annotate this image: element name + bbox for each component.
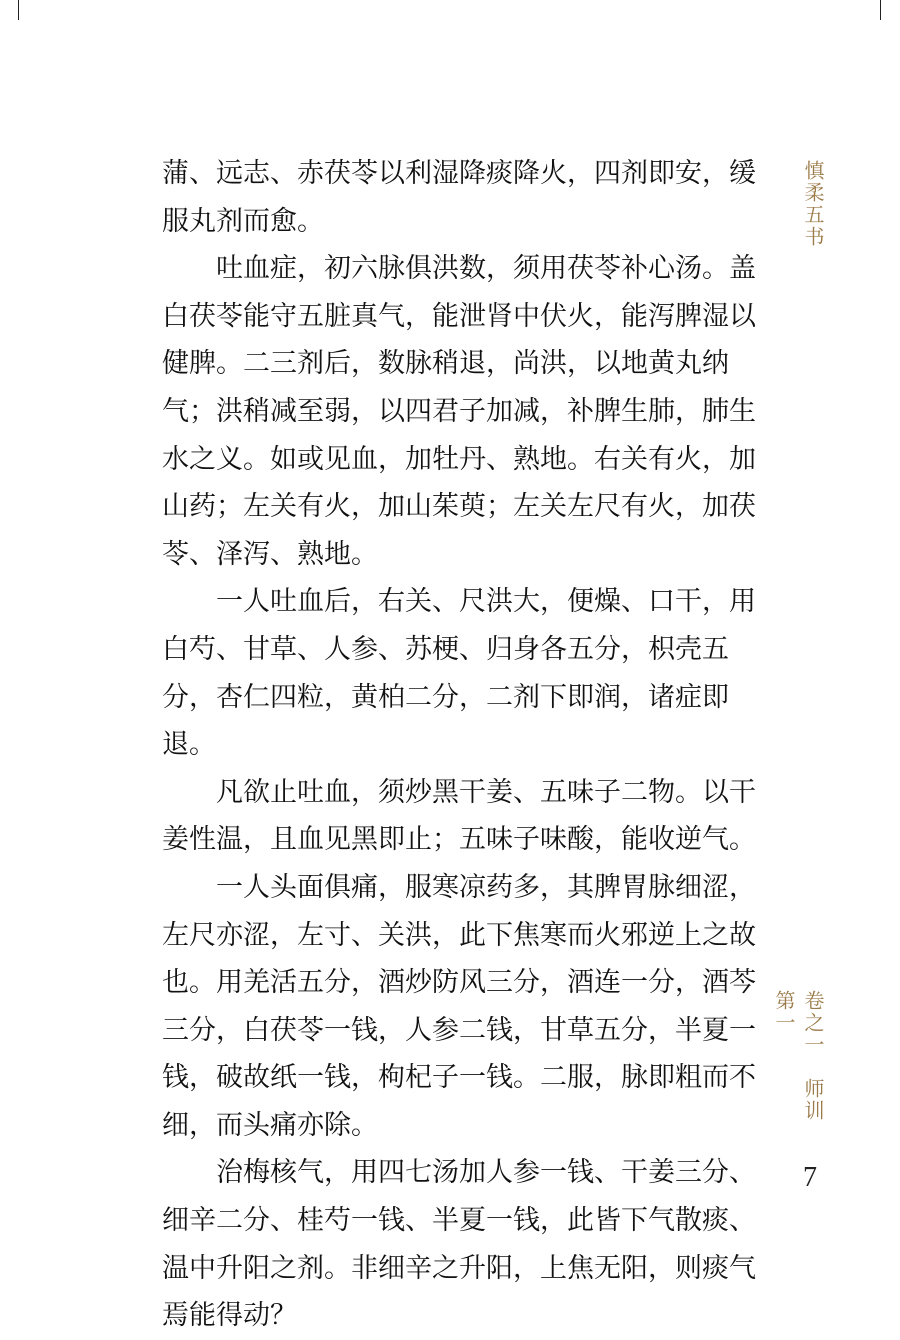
page-number: 7 (803, 1162, 817, 1193)
paragraph-2: 吐血症，初六脉俱洪数，须用茯苓补心汤。盖白茯苓能守五脏真气，能泄肾中伏火，能泻脾湿以健脾。二三剂后，数脉稍退，尚洪，以地黄丸纳气；洪稍减至弱，以四君子加减，补脾生肺，肺生水之义。如或见血，加牡丹、熟地。右关有火，加山药；左关有火，加山茱萸；左关左尺有火，加茯苓、泽泻、熟地。 (162, 253, 756, 570)
paragraph-1: 蒲、远志、赤茯苓以利湿降痰降火，四剂即安，缓服丸剂而愈。 (162, 158, 756, 237)
crop-mark-right (880, 0, 881, 20)
body-text (162, 150, 762, 1340)
running-header-chapter: 卷之一 师训第一 (772, 990, 825, 1122)
paragraph-5: 一人头面俱痛，服寒凉药多，其脾胃脉细涩，左尺亦涩，左寸、关洪，此下焦寒而火邪逆上之故也。用羌活五分，酒炒防风三分，酒连一分，酒芩三分，白茯苓一钱，人参二钱，甘草五分，半夏一钱，破故纸一钱，枸杞子一钱。二服，脉即粗而不细，而头痛亦除。 (162, 871, 756, 1141)
paragraph-3: 一人吐血后，右关、尺洪大，便燥、口干，用白芍、甘草、人参、苏梗、归身各五分，枳壳五分，杏仁四粒，黄柏二分，二剂下即润，诸症即退。 (162, 586, 756, 761)
paragraph-4: 凡欲止吐血，须炒黑干姜、五味子二物。以干姜性温，且血见黑即止；五味子味酸，能收逆气。 (162, 776, 756, 856)
running-header-series: 慎柔五书 (801, 160, 825, 248)
crop-mark-left (18, 0, 19, 20)
paragraph-6: 治梅核气，用四七汤加人参一钱、干姜三分、细辛二分、桂芍一钱、半夏一钱，此皆下气散痰、温中升阳之剂。非细辛之升阳，上焦无阳，则痰气焉能得动？ (162, 1157, 756, 1332)
